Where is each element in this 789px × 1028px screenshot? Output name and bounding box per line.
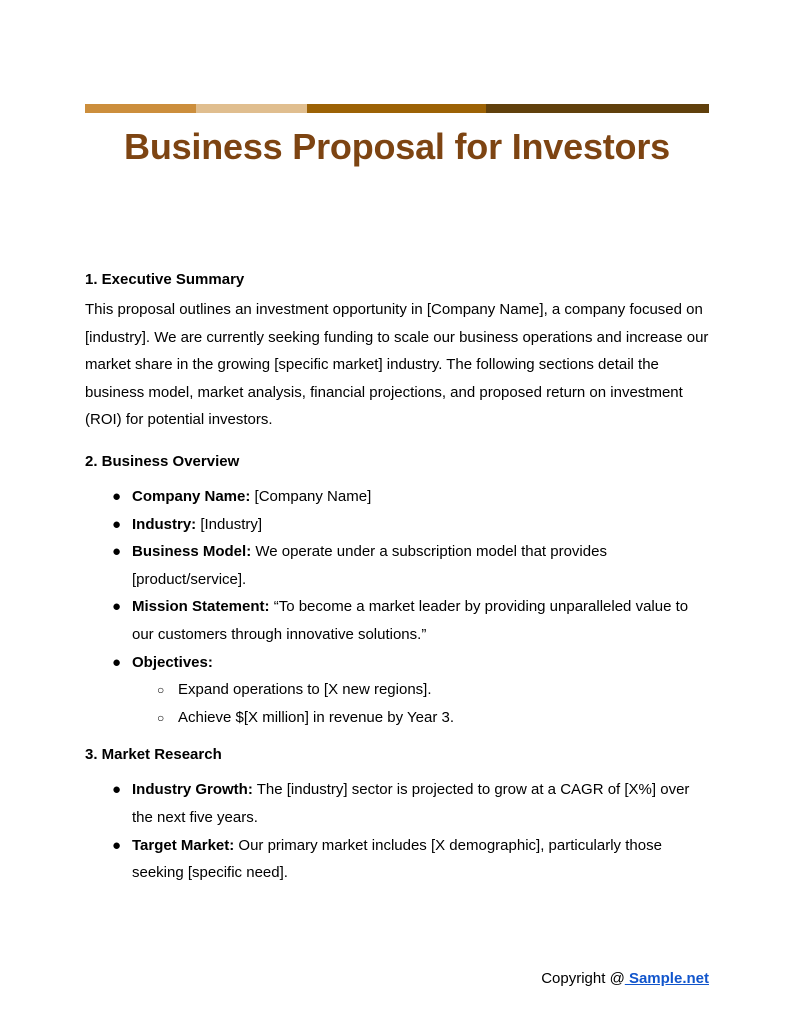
sub-bullet-list [132,676,709,731]
document-body [85,266,709,897]
bullet-text: [Company Name] [250,487,372,505]
sub-bullet-text: Achieve $[X million] in revenue by Year 3. [178,708,454,726]
bullet-item [85,649,709,732]
bullet-text: Our primary market includes [X demographic], particularly those seeking [specific need]. [132,836,662,882]
section-heading: 2. Business Overview [85,452,240,470]
bullet-text: “To become a market leader by providing unparalleled value to our customers through innovative solutions.” [132,598,689,643]
bullet-item [85,776,709,831]
section-heading: 3. Market Research [85,746,222,764]
bullet-text: We operate under a subscription model that provides [product/service]. [132,543,607,588]
section-heading: 1. Executive Summary [85,271,245,288]
bullet-disc-icon: ● [112,653,122,671]
sample-net-link[interactable]: Sample.net [624,970,709,987]
bullet-label: Target Market: [132,836,235,854]
bullet-item [85,593,709,648]
accent-bar-segment-3 [307,104,486,113]
document-title: Business Proposal for Investors [124,126,670,167]
bullet-item [85,483,709,511]
section-paragraph: This proposal outlines an investment opportunity in [Company Name], a company focused on [industry]. We are currently seeking funding to scale our business operations and increase our market share in the growing [specific market] industry. The following sections detail the business model, market analysis, financial projections, and proposed return on investment (ROI) for potential investors. [85,301,709,429]
bullet-label: Objectives: [132,653,213,671]
bullet-label: Company Name: [132,487,251,505]
bullet-disc-icon: ● [112,487,122,505]
sub-bullet-text: Expand operations to [X new regions]. [178,681,432,699]
bullet-disc-icon: ● [112,515,122,533]
bullet-item [85,832,709,887]
bullet-label: Industry Growth: [132,781,253,799]
bullet-item [85,511,709,539]
bullet-item [85,538,709,593]
bullet-disc-icon: ● [112,598,122,616]
bullet-list [85,776,709,886]
bullet-label: Mission Statement: [132,598,270,616]
bullet-disc-icon: ● [112,836,122,854]
accent-bar-segment-1 [85,104,196,113]
bullet-label: Business Model: [132,543,252,561]
accent-bar [85,104,709,113]
accent-bar-segment-2 [196,104,307,113]
bullet-disc-icon: ● [112,781,122,799]
footer-copyright [0,968,709,990]
bullet-disc-icon: ● [112,543,122,561]
bullet-text: [Industry] [196,515,263,533]
copyright-text: Copyright @ [541,970,625,987]
bullet-text: The [industry] sector is projected to grow at a CAGR of [X%] over the next five years. [132,781,690,826]
accent-bar-segment-4 [486,104,709,113]
bullet-list [85,483,709,731]
bullet-label: Industry: [132,515,197,533]
sub-bullet-circle-icon: ○ [157,710,165,725]
sub-bullet-item [132,704,709,732]
sub-bullet-circle-icon: ○ [157,683,165,698]
sub-bullet-item [132,676,709,704]
